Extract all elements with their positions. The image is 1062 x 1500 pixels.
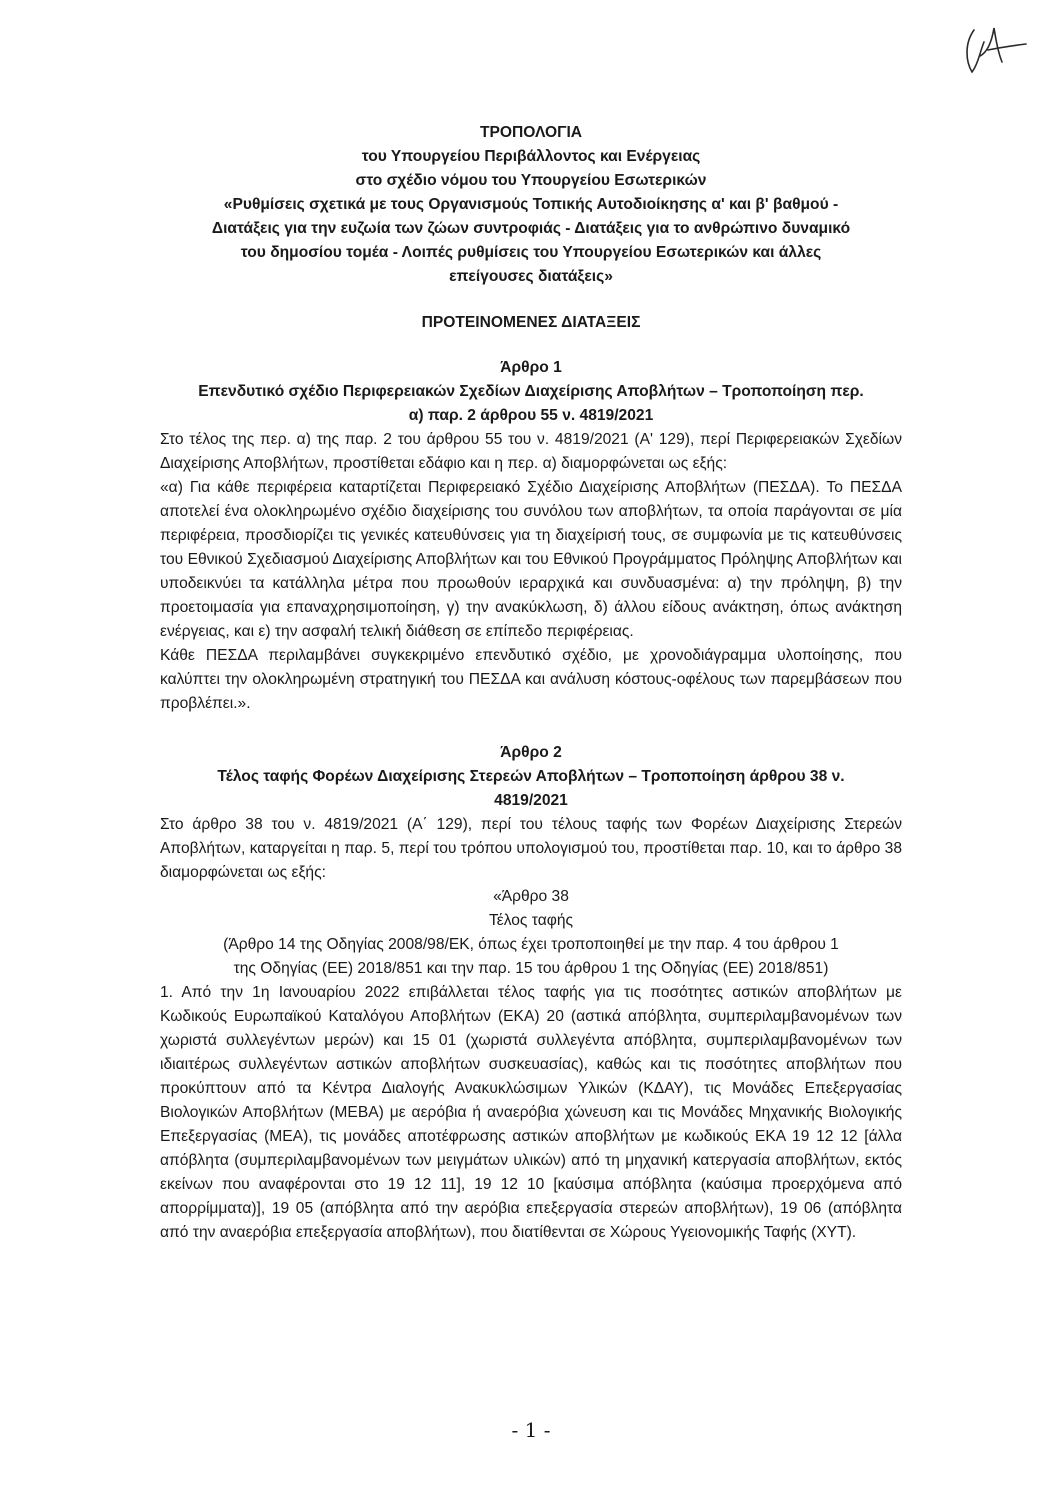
- document-title: [160, 121, 902, 289]
- subtitle-line: Διατάξεις για την ευζωία των ζώων συντροφιάς - Διατάξεις για το ανθρώπινο δυναμικό: [211, 220, 851, 237]
- subtitle-line: του Υπουργείου Περιβάλλοντος και Ενέργειας: [361, 148, 701, 165]
- quoted-article-reference: της Οδηγίας (ΕΕ) 2018/851 και την παρ. 15 του άρθρου 1 της Οδηγίας (ΕΕ) 2018/851): [233, 960, 829, 977]
- page-number: - 1 -: [511, 1418, 551, 1442]
- article-2: [160, 741, 902, 1245]
- article-title-line: 4819/2021: [494, 792, 568, 809]
- article-paragraph: Στο άρθρο 38 του ν. 4819/2021 (Α΄ 129), περί του τέλους ταφής των Φορέων Διαχείρισης Στερεών Αποβλήτων, καταργείται η παρ. 5, περί του τρόπου υπολογισμού του, προστίθεται παρ. 10, και το άρθρο 38 διαμορφώνεται ως εξής:: [160, 816, 902, 881]
- article-number: Άρθρο 2: [500, 744, 562, 761]
- article-paragraph: Στο τέλος της περ. α) της παρ. 2 του άρθρου 55 του ν. 4819/2021 (Α' 129), περί Περιφερειακών Σχεδίων Διαχείρισης Αποβλήτων, προστίθεται εδάφιο και η περ. α) διαμορφώνεται ως εξής:: [160, 431, 902, 472]
- article-title-line: α) παρ. 2 άρθρου 55 ν. 4819/2021: [408, 407, 654, 424]
- article-number: Άρθρο 1: [500, 359, 562, 376]
- document-page: [160, 0, 902, 1245]
- quoted-article-reference: (Άρθρο 14 της Οδηγίας 2008/98/ΕΚ, όπως έχει τροποποιηθεί με την παρ. 4 του άρθρου 1: [223, 936, 839, 953]
- handwritten-initials: [958, 22, 1030, 78]
- article-paragraph: «α) Για κάθε περιφέρεια καταρτίζεται Περιφερειακό Σχέδιο Διαχείρισης Αποβλήτων (ΠΕΣΔΑ). Το ΠΕΣΔΑ αποτελεί ένα ολοκληρωμένο σχέδιο διαχείρισης του συνόλου των αποβλήτων, τα οποία παράγονται σε μία περιφέρεια, προσδιορίζει τις γενικές κατευθύνσεις για τη διαχείρισή τους, σε συμφωνία με τις κατευθύνσεις του Εθνικού Σχεδιασμού Διαχείρισης Αποβλήτων και του Εθνικού Προγράμματος Πρόληψης Αποβλήτων και υποδεικνύει τα κατάλληλα μέτρα που προωθούν ιεραρχικά και συνδυασμένα: α) την πρόληψη, β) την προετοιμασία για επαναχρησιμοποίηση, γ) την ανακύκλωση, δ) άλλου είδους ανάκτηση, όπως ανάκτηση ενέργειας, και ε) την ασφαλή τελική διάθεση σε επίπεδο περιφέρειας.: [160, 479, 902, 640]
- subtitle-line: «Ρυθμίσεις σχετικά με τους Οργανισμούς Τοπικής Αυτοδιοίκησης α' και β' βαθμού -: [223, 196, 839, 213]
- quoted-article-number: «Άρθρο 38: [493, 888, 569, 905]
- article-1: [160, 356, 902, 716]
- article-title-line: Τέλος ταφής Φορέων Διαχείρισης Στερεών Αποβλήτων – Τροποποίηση άρθρου 38 ν.: [217, 768, 845, 785]
- subtitle-line: του δημοσίου τομέα - Λοιπές ρυθμίσεις του Υπουργείου Εσωτερικών και άλλες: [240, 244, 822, 261]
- article-paragraph: Κάθε ΠΕΣΔΑ περιλαμβάνει συγκεκριμένο επενδυτικό σχέδιο, με χρονοδιάγραμμα υλοποίησης, που καλύπτει την ολοκληρωμένη στρατηγική του ΠΕΣΔΑ και ανάλυση κόστους-οφέλους των παρεμβάσεων που προβλέπει.».: [160, 647, 902, 712]
- title-text: ΤΡΟΠΟΛΟΓΙΑ: [479, 124, 583, 141]
- proposed-provisions-heading: ΠΡΟΤΕΙΝΟΜΕΝΕΣ ΔΙΑΤΑΞΕΙΣ: [421, 314, 641, 331]
- subtitle-line: επείγουσες διατάξεις»: [449, 268, 613, 285]
- quoted-article-title: Τέλος ταφής: [488, 912, 574, 929]
- subtitle-line: στο σχέδιο νόμου του Υπουργείου Εσωτερικών: [355, 172, 707, 189]
- article-title-line: Επενδυτικό σχέδιο Περιφερειακών Σχεδίων Διαχείρισης Αποβλήτων – Τροποποίηση περ.: [198, 383, 864, 400]
- article-paragraph: 1. Από την 1η Ιανουαρίου 2022 επιβάλλεται τέλος ταφής για τις ποσότητες αστικών αποβλήτων με Κωδικούς Ευρωπαϊκού Καταλόγου Αποβλήτων (ΕΚΑ) 20 (αστικά απόβλητα, συμπεριλαμβανομένων των χωριστά συλλεγέντων μερών) και 15 01 (χωριστά συλλεγέντα απόβλητα, συμπεριλαμβανομένων των ιδιαιτέρως συλλεγέντων αστικών αποβλήτων συσκευασίας), καθώς και τις ποσότητες αποβλήτων που προκύπτουν από τα Κέντρα Διαλογής Ανακυκλώσιμων Υλικών (ΚΔΑΥ), τις Μονάδες Επεξεργασίας Βιολογικών Αποβλήτων (ΜΕΒΑ) με αερόβια ή αναερόβια χώνευση και τις Μονάδες Μηχανικής Βιολογικής Επεξεργασίας (ΜΕΑ), τις μονάδες αποτέφρωσης αστικών αποβλήτων με κωδικούς ΕΚΑ 19 12 12 [άλλα απόβλητα (συμπεριλαμβανομένων των μειγμάτων υλικών) από τη μηχανική κατεργασία αποβλήτων, εκτός εκείνων που αναφέρονται στο 19 12 11], 19 12 10 [καύσιμα απόβλητα (καύσιμα προερχόμενα από απορρίμματα)], 19 05 (απόβλητα από την αερόβια επεξεργασία στερεών αποβλήτων), 19 06 (απόβλητα από την αναερόβια επεξεργασία αποβλήτων), που διατίθενται σε Χώρους Υγειονομικής Ταφής (ΧΥΤ).: [160, 984, 902, 1241]
